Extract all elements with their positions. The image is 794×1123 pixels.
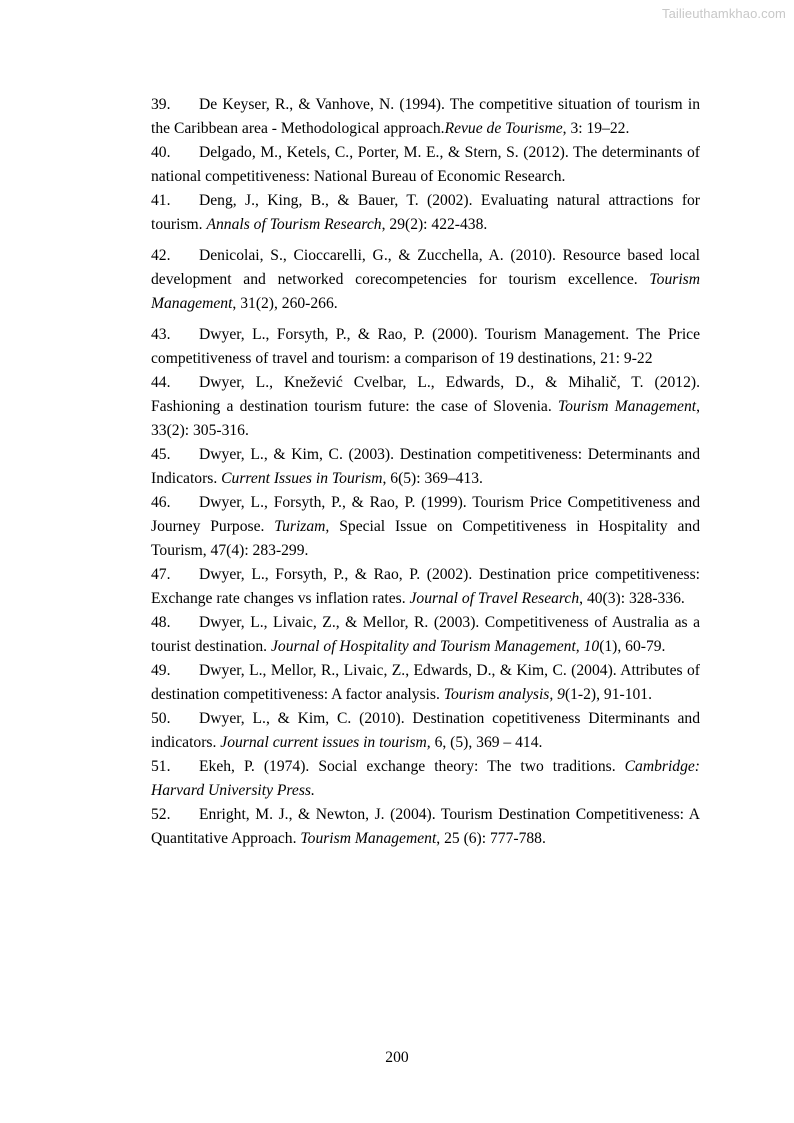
reference-entry bbox=[151, 707, 700, 755]
reference-text: Dwyer, L., & Kim, C. (2003). Destination competitiveness: Determinants and Indicators. bbox=[151, 446, 700, 487]
reference-text: Special Issue on Competitiveness in Hospitality and Tourism, 47(4): 283-299. bbox=[151, 518, 700, 559]
reference-source-title: Tourism analysis, 9 bbox=[443, 686, 565, 703]
reference-text: , 31(2), 260-266. bbox=[232, 295, 338, 312]
reference-number: 44. bbox=[151, 374, 171, 391]
reference-source-title: Cambridge: Harvard University Press. bbox=[151, 758, 700, 799]
reference-text: 6, (5), 369 – 414. bbox=[430, 734, 543, 751]
reference-number: 50. bbox=[151, 710, 171, 727]
reference-number: 48. bbox=[151, 614, 171, 631]
reference-entry bbox=[151, 244, 700, 316]
reference-number: 49. bbox=[151, 662, 171, 679]
reference-text: (1), 60-79. bbox=[599, 638, 666, 655]
reference-entry bbox=[151, 443, 700, 491]
reference-entry bbox=[151, 659, 700, 707]
reference-source-title: Journal of Travel Research bbox=[409, 590, 580, 607]
reference-text: , 6(5): 369–413. bbox=[382, 470, 483, 487]
reference-entry bbox=[151, 803, 700, 851]
reference-source-title: Current Issues in Tourism bbox=[221, 470, 383, 487]
reference-source-title: Journal of Hospitality and Tourism Management, 10 bbox=[270, 638, 600, 655]
reference-source-title: Turizam, bbox=[274, 518, 330, 535]
reference-text: Enright, M. J., & Newton, J. (2004). Tourism Destination Competitiveness: A Quantitative Approach. bbox=[151, 806, 700, 847]
watermark-text: Tailieuthamkhao.com bbox=[661, 6, 786, 21]
reference-number: 46. bbox=[151, 494, 171, 511]
reference-text: , 33(2): 305-316. bbox=[151, 398, 700, 439]
reference-text: Dwyer, L., Livaic, Z., & Mellor, R. (2003). Competitiveness of Australia as a tourist destination. bbox=[151, 614, 700, 655]
reference-text: (1-2), 91-101. bbox=[564, 686, 652, 703]
reference-text: Dwyer, L., Forsyth, P., & Rao, P. (2000). Tourism Management. The Price competitiveness of travel and tourism: a comparison of 19 destinations, 21: 9-22 bbox=[151, 326, 700, 367]
reference-text: , 3: 19–22. bbox=[562, 120, 630, 137]
reference-entry bbox=[151, 93, 700, 141]
reference-entry bbox=[151, 491, 700, 563]
reference-text: , 40(3): 328-336. bbox=[579, 590, 685, 607]
reference-text: De Keyser, R., & Vanhove, N. (1994). The competitive situation of tourism in the Caribbean area - Methodological approach. bbox=[151, 96, 700, 137]
reference-source-title: Journal current issues in tourism, bbox=[220, 734, 431, 751]
reference-text: Deng, J., King, B., & Bauer, T. (2002). Evaluating natural attractions for tourism. bbox=[151, 192, 700, 233]
reference-text: Delgado, M., Ketels, C., Porter, M. E., & Stern, S. (2012). The determinants of national competitiveness: National Bureau of Economic Research. bbox=[151, 144, 700, 185]
reference-source-title: Tourism Management bbox=[557, 398, 697, 415]
reference-entry bbox=[151, 611, 700, 659]
reference-list bbox=[151, 93, 700, 851]
reference-entry bbox=[151, 189, 700, 237]
reference-text: Dwyer, L., Forsyth, P., & Rao, P. (2002). Destination price competitiveness: Exchange rate changes vs inflation rates. bbox=[151, 566, 700, 607]
reference-entry bbox=[151, 371, 700, 443]
reference-number: 43. bbox=[151, 326, 171, 343]
reference-number: 52. bbox=[151, 806, 171, 823]
reference-source-title: Tourism Management bbox=[151, 271, 700, 312]
reference-source-title: Tourism Management bbox=[300, 830, 437, 847]
reference-text: Denicolai, S., Cioccarelli, G., & Zucchella, A. (2010). Resource based local development and networked corecompetencies for tourism excellence. bbox=[151, 247, 700, 288]
reference-source-title: Annals of Tourism Research bbox=[206, 216, 382, 233]
reference-number: 42. bbox=[151, 247, 171, 264]
reference-text: , 25 (6): 777-788. bbox=[436, 830, 546, 847]
reference-number: 40. bbox=[151, 144, 171, 161]
reference-entry bbox=[151, 323, 700, 371]
reference-entry bbox=[151, 563, 700, 611]
reference-entry bbox=[151, 755, 700, 803]
reference-number: 45. bbox=[151, 446, 171, 463]
reference-text: Dwyer, L., & Kim, C. (2010). Destination copetitiveness Diterminants and indicators. bbox=[151, 710, 700, 751]
reference-text: Ekeh, P. (1974). Social exchange theory: The two traditions. bbox=[199, 758, 625, 775]
reference-text: , 29(2): 422-438. bbox=[381, 216, 488, 233]
reference-text: Dwyer, L., Forsyth, P., & Rao, P. (1999). Tourism Price Competitiveness and Journey Purpose. bbox=[151, 494, 700, 535]
reference-text: Dwyer, L., Knežević Cvelbar, L., Edwards, D., & Mihalič, T. (2012). Fashioning a destination tourism future: the case of Slovenia. bbox=[151, 374, 700, 415]
reference-number: 39. bbox=[151, 96, 171, 113]
reference-number: 47. bbox=[151, 566, 171, 583]
reference-number: 41. bbox=[151, 192, 171, 209]
page-number: 200 bbox=[385, 1049, 409, 1066]
reference-text: Dwyer, L., Mellor, R., Livaic, Z., Edwards, D., & Kim, C. (2004). Attributes of destination competitiveness: A factor analysis. bbox=[151, 662, 700, 703]
reference-entry bbox=[151, 141, 700, 189]
reference-source-title: Revue de Tourisme bbox=[444, 120, 563, 137]
reference-number: 51. bbox=[151, 758, 171, 775]
